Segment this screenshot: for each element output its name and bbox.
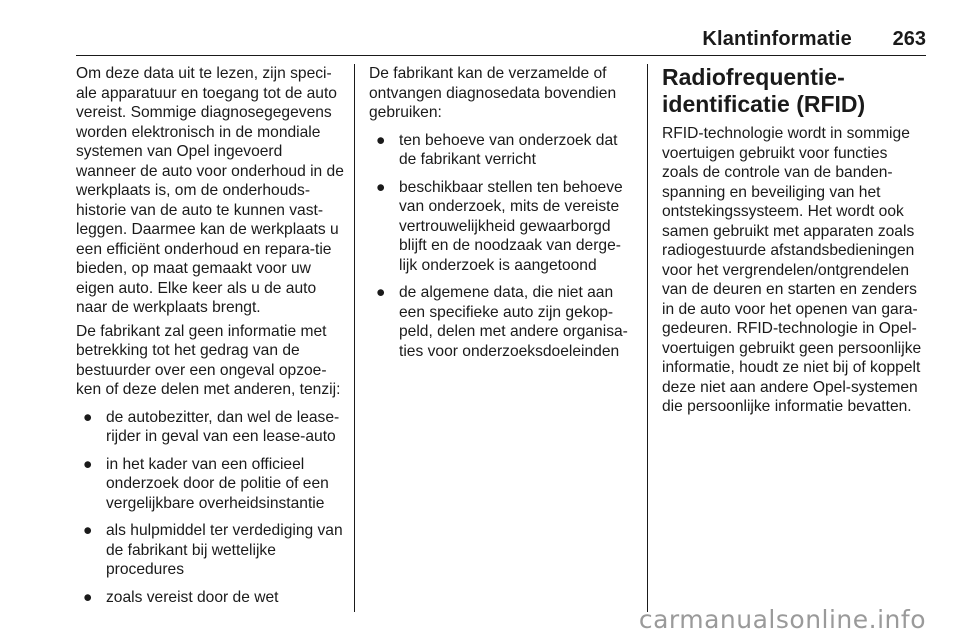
list-item: ● ten behoeve van onderzoek dat de fabrikant verricht bbox=[376, 131, 618, 168]
paragraph: De fabrikant kan de verzamelde of ontvangen diagnosedata bovendien gebruiken: bbox=[369, 65, 617, 121]
column-3 bbox=[662, 64, 928, 421]
list-item: ● de algemene data, die niet aan een specifieke auto zijn gekop-peld, delen met andere organisa-ties voor onderzoeksdoeleinden bbox=[376, 284, 628, 360]
bullet-icon: ● bbox=[376, 284, 386, 301]
page-number: 263 bbox=[892, 28, 926, 50]
column-1 bbox=[76, 64, 346, 611]
paragraph: RFID-technologie wordt in sommige voertuigen gebruikt voor functies zoals de controle van de banden-spanning en beveiliging van het ontstekingssysteem. Het wordt ook samen gebruikt met apparaten zoals radiogestuurde afstandsbedieningen voor het vergrendelen/ontgrendelen van de deuren en starten en zenders in de auto voor het openen van gara-gedeuren. RFID-technologie in Opel-voertuigen gebruikt geen persoonlijke informatie, houdt ze niet bij of koppelt deze niet aan andere Opel-systemen die persoonlijke informatie bevatten. bbox=[662, 125, 922, 415]
bullet-icon: ● bbox=[83, 408, 93, 426]
page-header bbox=[76, 28, 926, 54]
watermark: carmanualsonline.info bbox=[638, 605, 926, 634]
bullet-icon: ● bbox=[376, 178, 386, 196]
header-rule bbox=[76, 55, 926, 56]
list-item: ● beschikbaar stellen ten behoeve van onderzoek, mits de vereiste vertrouwelijkheid gewaarborgd blijft en de noodzaak van derge-lijk onderzoek is aangetoond bbox=[376, 178, 623, 274]
list-item: ● als hulpmiddel ter verdediging van de fabrikant bij wettelijke procedures bbox=[83, 522, 343, 578]
bullet-list bbox=[76, 408, 346, 608]
column-divider bbox=[647, 64, 648, 612]
list-item: ● de autobezitter, dan wel de lease-rijder in geval van een lease-auto bbox=[83, 408, 340, 445]
bullet-icon: ● bbox=[376, 131, 386, 149]
bullet-icon: ● bbox=[83, 588, 93, 606]
section-heading: Radiofrequentie-identificatie (RFID) bbox=[662, 64, 866, 117]
page-title: Klantinformatie bbox=[702, 28, 852, 50]
list-item: ● zoals vereist door de wet bbox=[83, 588, 279, 606]
bullet-icon: ● bbox=[83, 455, 93, 473]
paragraph: De fabrikant zal geen informatie met betrekking tot het gedrag van de bestuurder over een ongeval opzoe-ken of deze delen met anderen, tenzij: bbox=[76, 322, 341, 398]
column-2 bbox=[369, 64, 637, 365]
column-divider bbox=[354, 64, 355, 612]
bullet-list bbox=[369, 131, 637, 362]
bullet-icon: ● bbox=[83, 522, 93, 539]
paragraph: Om deze data uit te lezen, zijn speci-ale apparatuur en toegang tot de auto vereist. Sommige diagnosegegevens worden elektronisch in de mondiale systemen van Opel ingevoerd wanneer de auto voor onderhoud in de werkplaats is, om de onderhouds-historie van de auto te kunnen vast-leggen. Daarmee kan de werkplaats u een efficiënt onderhoud en repara-tie bieden, op maat gemaakt voor uw eigen auto. Elke keer als u de auto naar de werkplaats brengt. bbox=[76, 65, 344, 316]
list-item: ● in het kader van een officieel onderzoek door de politie of een vergelijkbare overheidsinstantie bbox=[83, 455, 329, 512]
